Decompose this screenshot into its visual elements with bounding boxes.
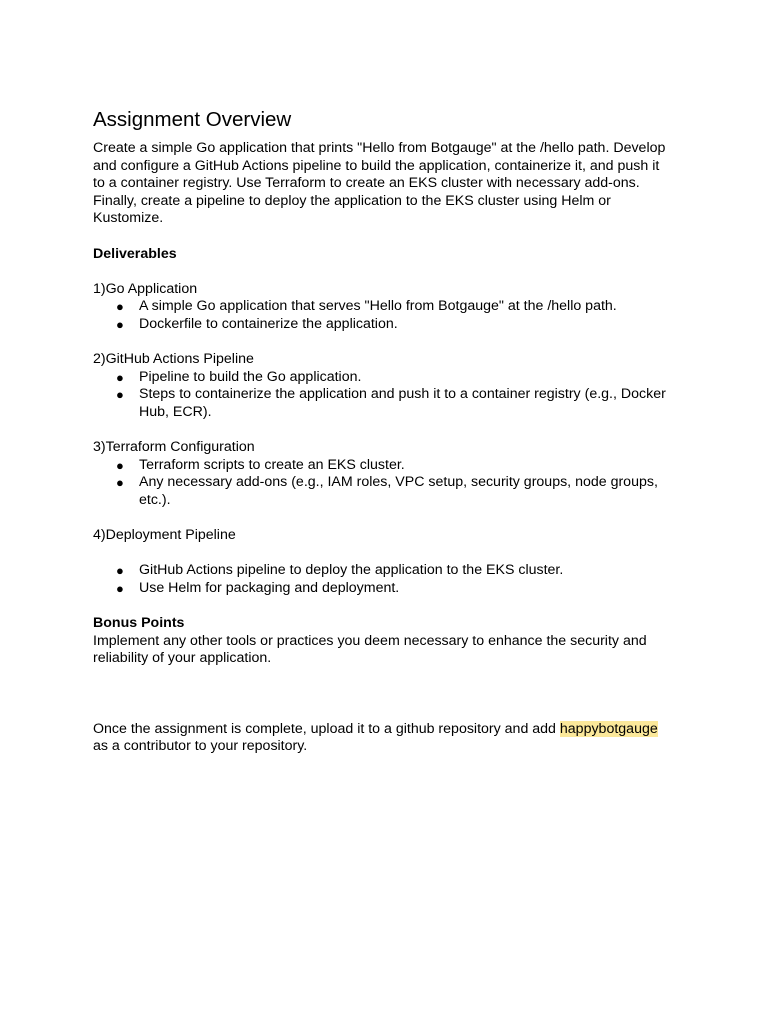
spacer bbox=[93, 597, 673, 615]
intro-paragraph: Create a simple Go application that prints "Hello from Botgauge" at the /hello path. Develop and configure a GitHub Actions pipeline to build the application, containerize it, and push it to a container registry. Use Terraform to create an EKS cluster with necessary add-ons. Finally, create a pipeline to deploy the application to the EKS cluster using Helm or Kustomize. bbox=[93, 140, 666, 227]
list-item-text: Pipeline to build the Go application. bbox=[139, 368, 362, 385]
list-item bbox=[93, 580, 673, 598]
bullet-icon: ● bbox=[116, 563, 124, 579]
spacer bbox=[93, 228, 673, 246]
list-item-text: A simple Go application that serves "Hello from Botgauge" at the /hello path. bbox=[139, 298, 617, 315]
list-item bbox=[93, 562, 673, 580]
deliverables-heading: Deliverables bbox=[93, 245, 177, 262]
list-item bbox=[93, 298, 673, 316]
list-item-text: Terraform scripts to create an EKS cluster. bbox=[139, 456, 405, 473]
spacer bbox=[93, 545, 673, 563]
bullet-icon: ● bbox=[116, 580, 124, 596]
spacer bbox=[93, 334, 673, 352]
closing-text-after: as a contributor to your repository. bbox=[93, 738, 308, 755]
bullet-icon: ● bbox=[116, 316, 124, 332]
spacer bbox=[93, 509, 673, 527]
bullet-list bbox=[93, 298, 673, 333]
bonus-text: Implement any other tools or practices you deem necessary to enhance the security and reliability of your application. bbox=[93, 632, 647, 667]
bullet-icon: ● bbox=[116, 299, 124, 315]
section-heading-go-application: 1)Go Application bbox=[93, 280, 198, 297]
closing-text-before: Once the assignment is complete, upload it to a github repository and add bbox=[93, 720, 560, 737]
bullet-icon: ● bbox=[116, 387, 124, 403]
highlighted-username: happybotgauge bbox=[559, 720, 658, 737]
list-item bbox=[93, 474, 673, 509]
list-item-text: Steps to containerize the application and push it to a container registry (e.g., Docker Hub, ECR). bbox=[139, 386, 666, 420]
bullet-icon: ● bbox=[116, 369, 124, 385]
list-item bbox=[93, 457, 673, 475]
bonus-heading: Bonus Points bbox=[93, 615, 185, 632]
list-item bbox=[93, 316, 673, 334]
section-heading-deployment: 4)Deployment Pipeline bbox=[93, 527, 236, 544]
spacer bbox=[93, 263, 673, 281]
spacer bbox=[93, 422, 673, 440]
section-heading-terraform: 3)Terraform Configuration bbox=[93, 439, 255, 456]
section-heading-github-actions: 2)GitHub Actions Pipeline bbox=[93, 351, 254, 368]
closing-paragraph bbox=[93, 721, 673, 756]
list-item bbox=[93, 386, 673, 421]
page-title: Assignment Overview bbox=[93, 108, 292, 131]
list-item bbox=[93, 369, 673, 387]
bullet-icon: ● bbox=[116, 475, 124, 491]
list-item-text: Use Helm for packaging and deployment. bbox=[139, 579, 400, 596]
list-item-text: Dockerfile to containerize the application. bbox=[139, 315, 398, 332]
bullet-list bbox=[93, 369, 673, 422]
list-item-text: Any necessary add-ons (e.g., IAM roles, VPC setup, security groups, node groups, etc.). bbox=[139, 474, 658, 508]
list-item-text: GitHub Actions pipeline to deploy the application to the EKS cluster. bbox=[139, 562, 564, 579]
bullet-list bbox=[93, 457, 673, 510]
bullet-list bbox=[93, 562, 673, 597]
spacer bbox=[93, 685, 673, 703]
spacer bbox=[93, 668, 673, 686]
spacer bbox=[93, 703, 673, 721]
bullet-icon: ● bbox=[116, 457, 124, 473]
document-page bbox=[93, 108, 673, 756]
